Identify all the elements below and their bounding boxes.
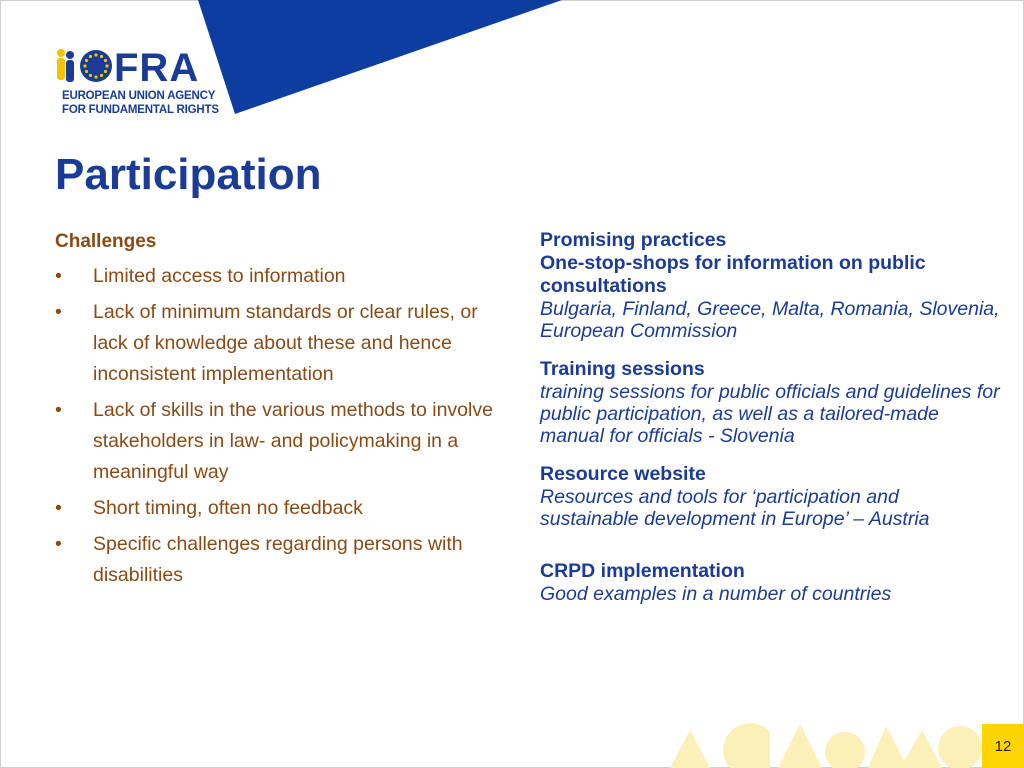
logo-line-2: FOR FUNDAMENTAL RIGHTS bbox=[62, 104, 219, 116]
practice-title: CRPD implementation bbox=[540, 560, 745, 582]
practices-heading: Promising practices bbox=[540, 229, 727, 251]
practice-item-crpd-implementation bbox=[540, 560, 1000, 605]
practice-title: Resource website bbox=[540, 463, 706, 485]
slide-title: Participation bbox=[55, 150, 322, 199]
page-number: 12 bbox=[982, 724, 1024, 768]
practice-title: One-stop-shops for information on public consultations bbox=[540, 252, 926, 297]
challenge-text: Specific challenges regarding persons with disabilities bbox=[93, 533, 463, 586]
challenge-item bbox=[55, 297, 505, 390]
practice-title: Training sessions bbox=[540, 358, 705, 380]
challenge-text: Lack of minimum standards or clear rules, or lack of knowledge about these and hence inconsistent implementation bbox=[93, 301, 478, 385]
challenge-item bbox=[55, 493, 505, 524]
challenge-item bbox=[55, 261, 505, 292]
logo-wordmark: FRA bbox=[114, 46, 200, 90]
practice-detail: training sessions for public officials and guidelines for public participation, as well as a tailored-made manual for officials - Slovenia bbox=[540, 381, 1000, 447]
practices-column bbox=[540, 229, 1000, 621]
bullet-icon: • bbox=[55, 497, 62, 519]
practice-item-training-sessions bbox=[540, 358, 1000, 447]
challenge-text: Lack of skills in the various methods to involve stakeholders in law- and policymaking in a meaningful way bbox=[93, 399, 493, 483]
challenges-heading: Challenges bbox=[55, 231, 157, 252]
logo-line-1: EUROPEAN UNION AGENCY bbox=[62, 90, 216, 102]
practice-detail: Good examples in a number of countries bbox=[540, 583, 892, 605]
fra-logo bbox=[50, 46, 220, 118]
bullet-icon: • bbox=[55, 399, 62, 421]
fra-logo-emblem-icon bbox=[50, 46, 114, 88]
challenge-item bbox=[55, 395, 505, 488]
practice-detail: Bulgaria, Finland, Greece, Malta, Romania, Slovenia, European Commission bbox=[540, 298, 1000, 342]
challenges-list bbox=[55, 261, 505, 591]
challenge-text: Limited access to information bbox=[93, 265, 346, 287]
bullet-icon: • bbox=[55, 533, 62, 555]
bullet-icon: • bbox=[55, 265, 62, 287]
challenges-column bbox=[55, 231, 505, 596]
challenge-item bbox=[55, 529, 505, 591]
practice-item-resource-website bbox=[540, 463, 1000, 530]
decorative-shapes bbox=[660, 718, 990, 768]
practice-item-one-stop-shops bbox=[540, 252, 1000, 342]
bullet-icon: • bbox=[55, 301, 62, 323]
practice-detail: Resources and tools for ‘participation and sustainable development in Europe’ – Austria bbox=[540, 486, 930, 530]
challenge-text: Short timing, often no feedback bbox=[93, 497, 363, 519]
